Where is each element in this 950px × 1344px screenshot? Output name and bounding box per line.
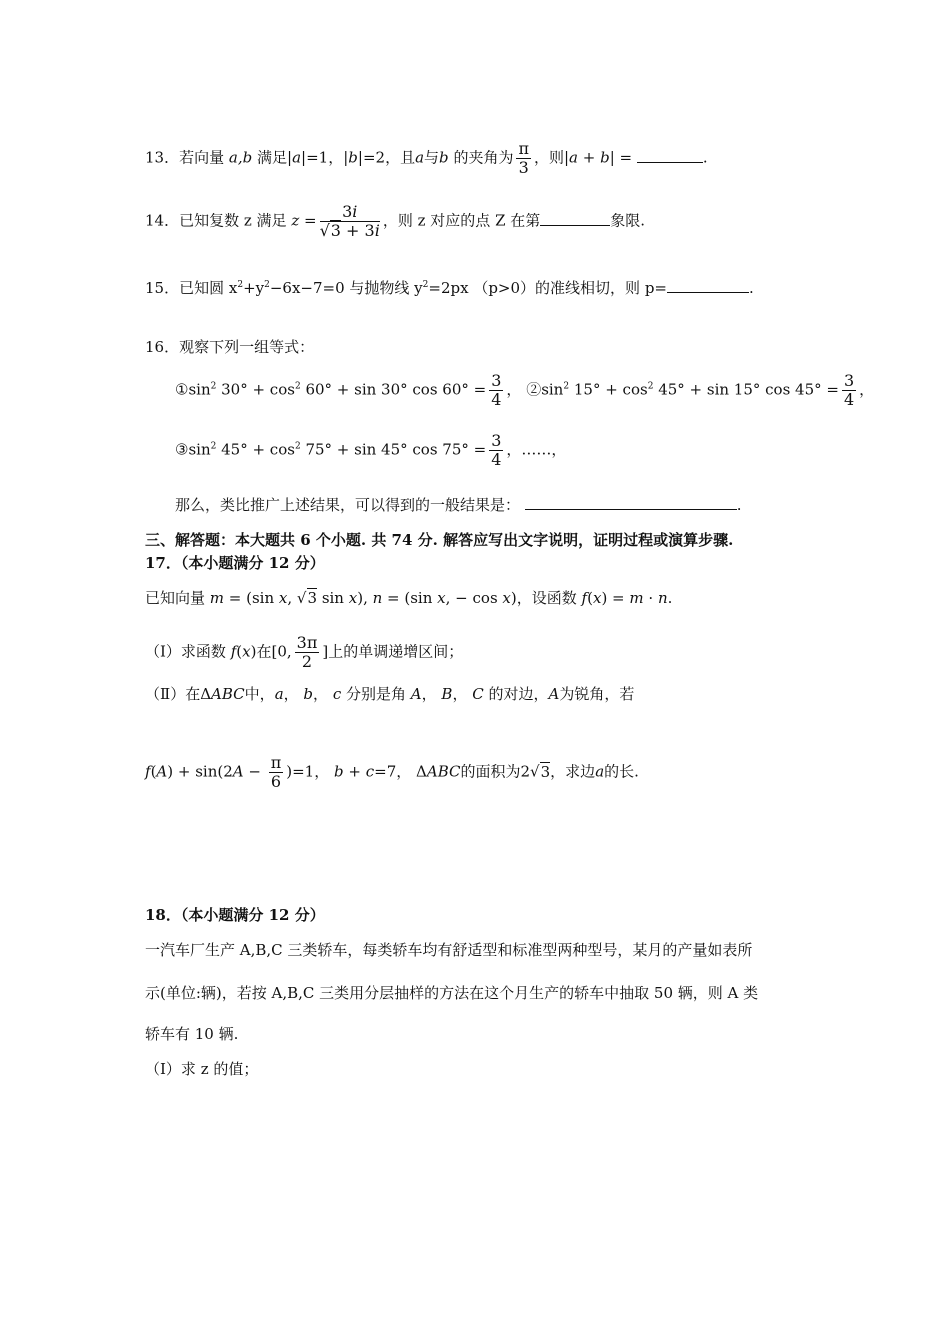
question-17-header: 17．（本小题满分 12 分）	[145, 554, 325, 572]
question-16-equations-row2: $③\sin^2$ $45^\circ + \cos^2 75^\circ + \sin 45^\circ$ cos 75° = $\frac{3}{4}$ ，……，	[175, 431, 567, 469]
question-16-intro: 16．观察下列一组等式：	[145, 338, 315, 356]
question-16-conclusion: 那么，类比推广上述结果，可以得到的一般结果是： .	[175, 496, 742, 514]
question-16-equations-row1: $①\sin^2$ $30^\circ + \cos^2 60^\circ + \sin 30^\circ$ cos 60° = $\frac{3}{4}$ ， $②\sin^2$ $15^\circ + \cos^2 45^\circ + \sin 15^\circ$ cos 45° = $\frac{3}{4}$ ，	[175, 371, 875, 409]
answer-blank-16	[525, 495, 737, 510]
question-17-part1: （Ⅰ）求函数 f(x)在[0, $\frac{3\pi}{2}$ ]上的单调递增区间；	[145, 633, 464, 671]
section-3-header: 三、解答题：本大题共 6 个小题. 共 74 分. 解答应写出文字说明，证明过程或演算步骤.	[145, 531, 734, 549]
question-15: 15．已知圆 $x^2+y^2-6x-7=0$ 与抛物线 $y^2=2px$ （p>0）的准线相切，则 p= .	[145, 279, 754, 297]
question-14: 14．已知复数 z 满足 z = $\frac{3i}{√3 + 3i}$ ，则 z 对应的点 Z 在第 象限.	[145, 202, 646, 240]
answer-blank-14	[540, 211, 610, 226]
question-18-paragraph-2: 示(单位:辆)，若按 A,B,C 三类用分层抽样的方法在这个月生产的轿车中抽取 50 辆，则 A 类	[145, 984, 759, 1002]
question-18-paragraph-3: 轿车有 10 辆.	[145, 1025, 239, 1043]
fraction-z: $\frac{3i}{√3 + 3i}$	[319, 202, 380, 240]
question-18-paragraph-1: 一汽车厂生产 A,B,C 三类轿车，每类轿车均有舒适型和标准型两种型号，某月的产量如表所	[145, 941, 753, 959]
answer-blank-13	[637, 148, 703, 163]
question-18-part1: （Ⅰ）求 z 的值；	[145, 1060, 259, 1078]
question-18-header: 18．（本小题满分 12 分）	[145, 906, 325, 924]
question-17-given: 已知向量 m = (sin x, √3 sin x), n = (sin x, − cos x)，设函数 f(x) = m · n.	[145, 589, 673, 607]
fraction-pi-over-3: $\frac{\pi}{3}$	[518, 139, 529, 177]
question-13: 13．若向量 a,b 满足|a|=1，|b|=2，且a与b 的夹角为 $\frac{\pi}{3}$ ，则|a + b| = .	[145, 139, 708, 177]
question-17-part2: （Ⅱ）在ΔABC中，a， b， c 分别是角 A， B， C 的对边，A为锐角，若	[145, 685, 635, 703]
answer-blank-15	[667, 278, 749, 293]
question-17-part2-condition: f(A) + sin(2A − $\frac{\pi}{6}$ )=1， b + c=7， ΔABC的面积为2√3，求边a的长.	[145, 753, 639, 791]
